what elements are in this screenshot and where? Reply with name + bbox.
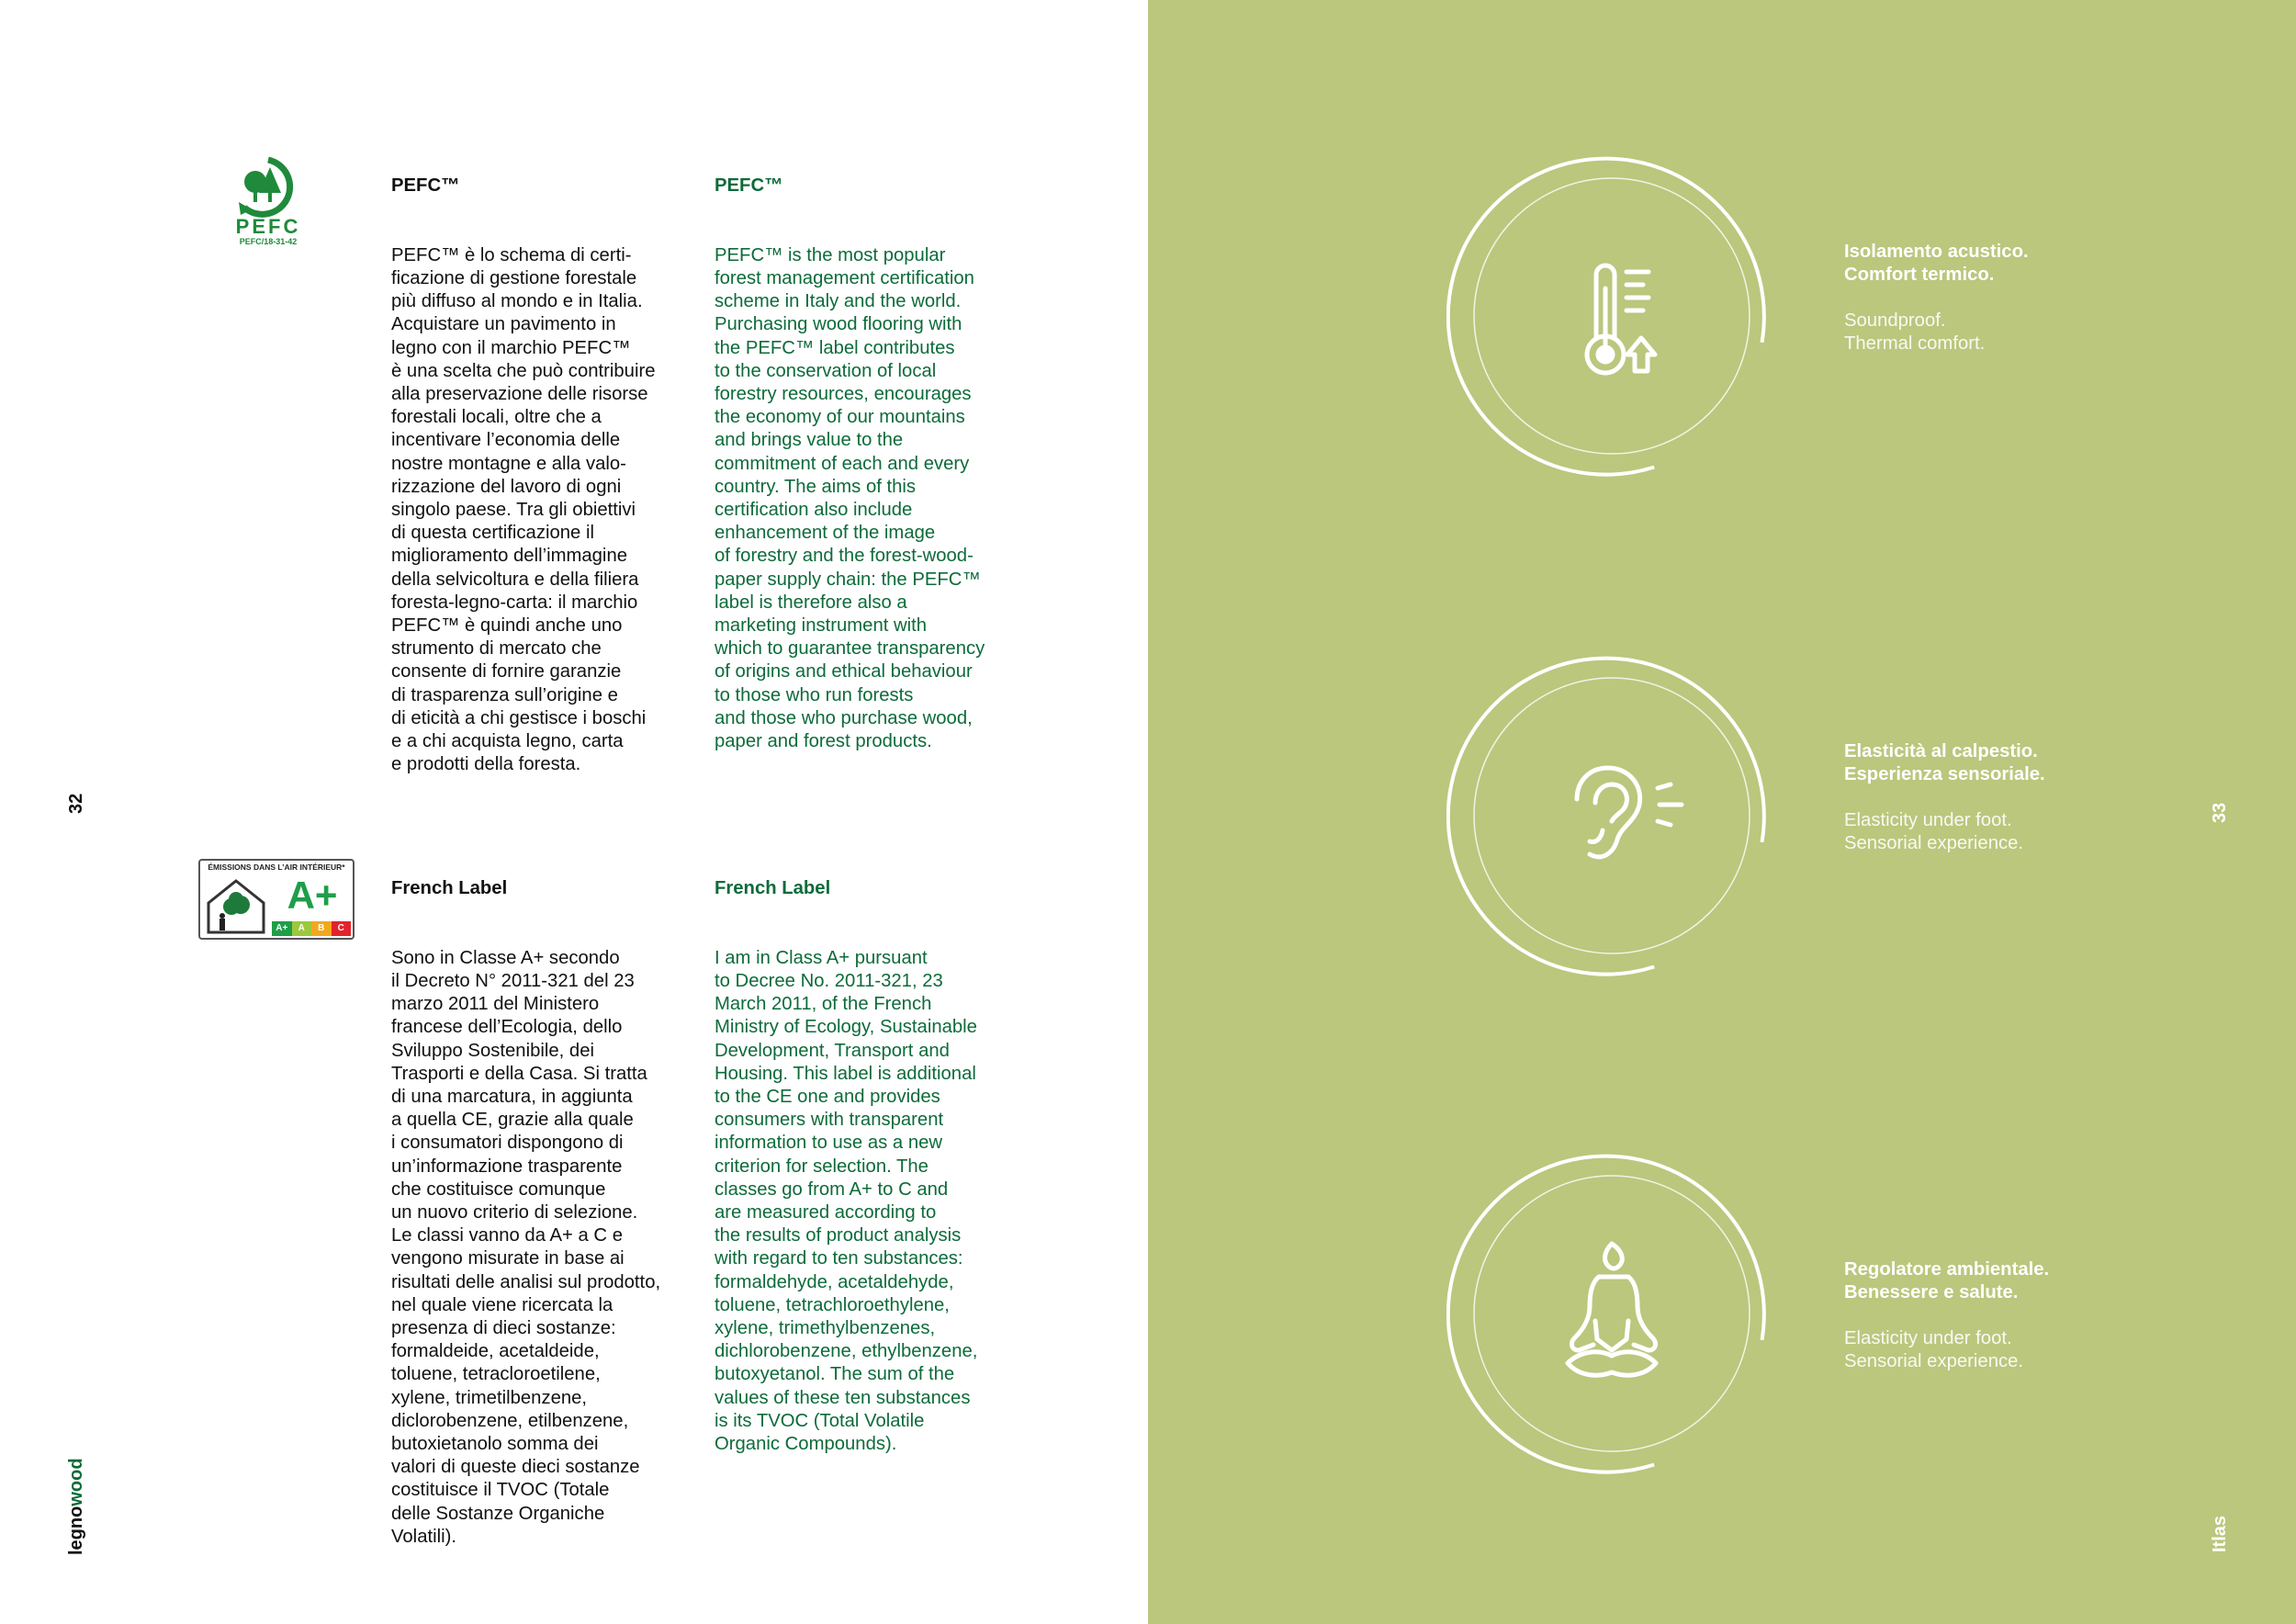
pefc-logo <box>228 154 309 250</box>
inner-circle <box>1474 178 1750 454</box>
house-icon <box>204 875 268 934</box>
badge-class-a-plus: A+ <box>272 921 292 936</box>
feature-thermal-title: Isolamento acustico. Comfort termico. <box>1844 242 2029 285</box>
pefc-italian-title: PEFC™ <box>391 175 460 197</box>
pefc-italian-column <box>391 152 667 800</box>
outer-arc <box>1446 650 1777 981</box>
ear-icon <box>1577 768 1682 857</box>
pefc-italian-body: PEFC™ è lo schema di certi- ficazione di gestione forestale più diffuso al mondo e in Italia. Acquistare un pavimento in legno con il marchio PEFC™ è una scelta che può contribuire alla preservazione delle risorse forestali locali, oltre che a incentivare l’economia delle nostre montagne e alla valo- rizzazione del lavoro di ogni singolo paese. Tra gli obiettivi di questa certificazione il miglioramento dell’immagine della selvicoltura e della filiera foresta-legno-carta: il marchio PEFC™ è quindi anche uno strumento di mercato che consente di fornire garanzie di trasparenza sull’origine e di eticità a chi gestisce i boschi e a chi acquista legno, carta e prodotti della foresta. <box>391 244 656 775</box>
french-label-english-body: I am in Class A+ pursuant to Decree No. 2011-321, 23 March 2011, of the French Ministry of Ecology, Sustainable Development, Transport and Housing. This label is additional to the CE one and provides consumers with transparent information to use as a new criterion for selection. The classes go from A+ to C and are measured according to the results of product analysis with regard to ten substances: formaldehyde, acetaldehyde, toluene, tetrachloroethylene, xylene, trimethylbenzenes, dichlorobenzene, ethylbenzene, butoxyetanol. The sum of the values of these ten substances is its TVOC (Total Volatile Organic Compounds). <box>715 947 978 1455</box>
meditation-feature-graphic <box>1446 1148 1777 1479</box>
thermometer-feature-graphic <box>1446 151 1777 481</box>
feature-elasticity-subtitle: Elasticity under foot. Sensorial experience. <box>1844 810 2024 853</box>
outer-arc <box>1446 1148 1777 1479</box>
feature-elasticity <box>1844 740 2045 855</box>
french-label-english-title: French Label <box>715 878 831 899</box>
french-label-italian-body: Sono in Classe A+ secondo il Decreto N° 2011-321 del 23 marzo 2011 del Ministero francese dell’Ecologia, dello Sviluppo Sostenibile, dei Trasporti e della Casa. Si tratta di una marcatura, in aggiunta a quella CE, grazie alla quale i consumatori dispongono di un’informazione trasparente che costituisce comunque un nuovo criterio di selezione. Le classi vanno da A+ a C e vengono misurate in base ai risultati delle analisi sul prodotto, nel quale viene ricercata la presenza di dieci sostanze: formaldeide, acetaldeide, toluene, tetracloroetilene, xylene, trimetilbenzene, diclorobenzene, etilbenzene, butoxietanolo somma dei valori di queste dieci sostanze costituisce il TVOC (Totale delle Sostanze Organiche Volatili). <box>391 947 661 1547</box>
feature-thermal <box>1844 241 2029 355</box>
badge-class-row <box>272 921 351 936</box>
badge-class-b: B <box>311 921 332 936</box>
feature-regulator <box>1844 1258 2049 1373</box>
feature-thermal-subtitle: Soundproof. Thermal comfort. <box>1844 310 1986 354</box>
ear-feature-graphic <box>1446 650 1777 981</box>
feature-elasticity-title: Elasticità al calpestio. Esperienza sensoriale. <box>1844 741 2045 784</box>
inner-circle <box>1474 678 1750 953</box>
inner-circle <box>1474 1176 1750 1451</box>
thermometer-icon <box>1587 265 1655 373</box>
meditation-icon <box>1568 1244 1656 1375</box>
pefc-english-title: PEFC™ <box>715 175 783 197</box>
brand-logotype <box>66 1458 87 1555</box>
french-label-italian-title: French Label <box>391 878 508 899</box>
pefc-tree-icon <box>228 154 309 220</box>
outer-arc <box>1446 151 1777 481</box>
badge-class-a: A <box>292 921 312 936</box>
badge-header: ÉMISSIONS DANS L’AIR INTÉRIEUR* <box>208 863 345 872</box>
french-label-italian-column <box>391 854 667 1572</box>
pefc-english-body: PEFC™ is the most popular forest management certification scheme in Italy and the world. Purchasing wood flooring with the PEFC™ label contributes to the conservation of local forestry resources, encourages the economy of our mountains and brings value to the commitment of each and every country. The aims of this certification also include enhancement of the image of forestry and the forest-wood- paper supply chain: the PEFC™ label is therefore also a marketing instrument with which to guarantee transparency of origins and ethical behaviour to those who run forests and those who purchase wood, paper and forest products. <box>715 244 985 752</box>
page-number-right: 33 <box>2210 802 2230 823</box>
pefc-english-column <box>715 152 999 776</box>
brand-part-wood: wood <box>66 1458 86 1506</box>
badge-grade: A+ <box>287 874 338 917</box>
french-label-badge <box>198 859 355 940</box>
page-number-left: 32 <box>66 793 86 814</box>
badge-class-c: C <box>332 921 352 936</box>
french-label-english-column <box>715 854 999 1479</box>
brand-part-legno: legno <box>66 1506 86 1555</box>
pefc-logo-text: PEFC <box>235 215 301 238</box>
feature-regulator-title: Regolatore ambientale. Benessere e salute. <box>1844 1259 2050 1303</box>
brand-right: Itlas <box>2210 1515 2230 1552</box>
feature-regulator-subtitle: Elasticity under foot. Sensorial experience. <box>1844 1328 2024 1371</box>
pefc-logo-code: PEFC/18-31-42 <box>239 237 298 246</box>
